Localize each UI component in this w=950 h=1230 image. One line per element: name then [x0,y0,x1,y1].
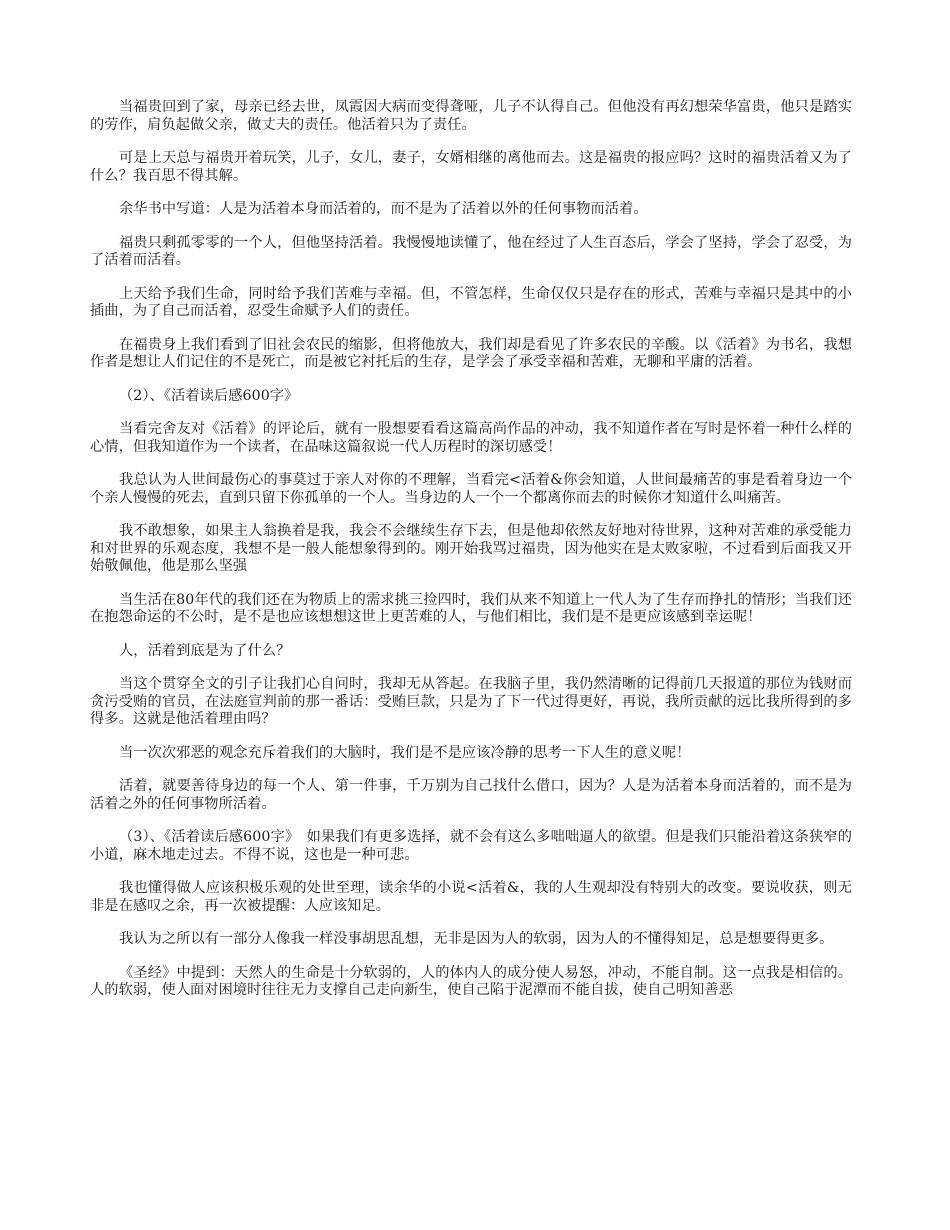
paragraph: 当福贵回到了家，母亲已经去世，凤霞因大病而变得聋哑，儿子不认得自己。但他没有再幻想荣华富贵，他只是踏实的劳作，肩负起做父亲，做丈夫的责任。他活着只为了责任。 [90,99,852,133]
paragraph: 当这个贯穿全文的引子让我扪心自问时，我却无从答起。在我脑子里，我仍然清晰的记得前几天报道的那位为钱财而贪污受贿的官员，在法庭宣判前的那一番话：受贿巨款，只是为了下一代过得更好，再说，我所贡献的远比我所得到的多得多。这就是他活着理由吗？ [90,676,852,727]
paragraph: 当看完舍友对《活着》的评论后，就有一股想要看看这篇高尚作品的冲动，我不知道作者在写时是怀着一种什么样的心情，但我知道作为一个读者，在品味这篇叙说一代人历程时的深切感受！ [90,421,852,455]
paragraph: 当生活在80年代的我们还在为物质上的需求挑三捡四时，我们从来不知道上一代人为了生存而挣扎的情形；当我们还在抱怨命运的不公时，是不是也应该想想这世上更苦难的人，与他们相比，我们是不是更应该感到幸运呢！ [90,591,852,625]
section-heading: （2）、《活着读后感600字》 [119,387,299,404]
paragraph: （3）、《活着读后感600字》 如果我们有更多选择，就不会有这么多咄咄逼人的欲望。但是我们只能沿着这条狭窄的小道，麻木地走过去。不得不说，这也是一种可悲。 [90,829,852,863]
paragraph: 在福贵身上我们看到了旧社会农民的缩影，但将他放大，我们却是看见了许多农民的辛酸。以《活着》为书名，我想作者是想让人们记住的不是死亡，而是被它衬托后的生存，是学会了承受幸福和苦难，无聊和平庸的活着。 [90,336,852,370]
paragraph: 人，活着到底是为了什么？ [119,642,291,659]
paragraph: 我总认为人世间最伤心的事莫过于亲人对你的不理解，当看完<活着&你会知道，人世间最痛苦的事是看着身边一个个亲人慢慢的死去，直到只留下你孤单的一个人。当身边的人一个一个都离你而去的时候你才知道什么叫痛苦。 [90,472,852,506]
paragraph: 福贵只剩孤零零的一个人，但他坚持活着。我慢慢地读懂了，他在经过了人生百态后，学会了坚持，学会了忍受，为了活着而活着。 [90,234,852,268]
paragraph: 活着，就要善待身边的每一个人、第一件事，千万别为自己找什么借口，因为？人是为活着本身而活着的，而不是为活着之外的任何事物所活着。 [90,778,852,812]
paragraph: 余华书中写道：人是为活着本身而活着的，而不是为了活着以外的任何事物而活着。 [119,201,648,217]
paragraph: 我不敢想象，如果主人翁换着是我，我会不会继续生存下去，但是他却依然友好地对待世界，这种对苦难的承受能力和对世界的乐观态度，我想不是一般人能想象得到的。刚开始我骂过福贵，因为他实在是太败家啦，不过看到后面我又开始敬佩他，他是那么坚强 [90,523,852,574]
paragraph: 当一次次邪恶的观念充斥着我们的大脑时，我们是不是应该冷静的思考一下人生的意义呢！ [119,744,691,761]
paragraph: 上天给予我们生命，同时给予我们苦难与幸福。但，不管怎样，生命仅仅只是存在的形式，苦难与幸福只是其中的小插曲，为了自己而活着，忍受生命赋予人们的责任。 [90,285,852,319]
paragraph: 我也懂得做人应该积极乐观的处世至理，读余华的小说<活着&，我的人生观却没有特别大的改变。要说收获，则无非是在感叹之余，再一次被提醒：人应该知足。 [90,880,852,914]
document-body [90,99,852,1016]
paragraph: 我认为之所以有一部分人像我一样没事胡思乱想，无非是因为人的软弱，因为人的不懂得知足，总是想要得更多。 [119,931,834,947]
paragraph: 《圣经》中提到：天然人的生命是十分软弱的，人的体内人的成分使人易怒，冲动，不能自制。这一点我是相信的。人的软弱，使人面对困境时往往无力支撑自己走向新生，使自己陷于泥潭而不能自拔，使自己明知善恶 [90,964,852,998]
paragraph: 可是上天总与福贵开着玩笑，儿子，女儿，妻子，女婿相继的离他而去。这是福贵的报应吗？这时的福贵活着又为了什么？我百思不得其解。 [90,150,852,184]
